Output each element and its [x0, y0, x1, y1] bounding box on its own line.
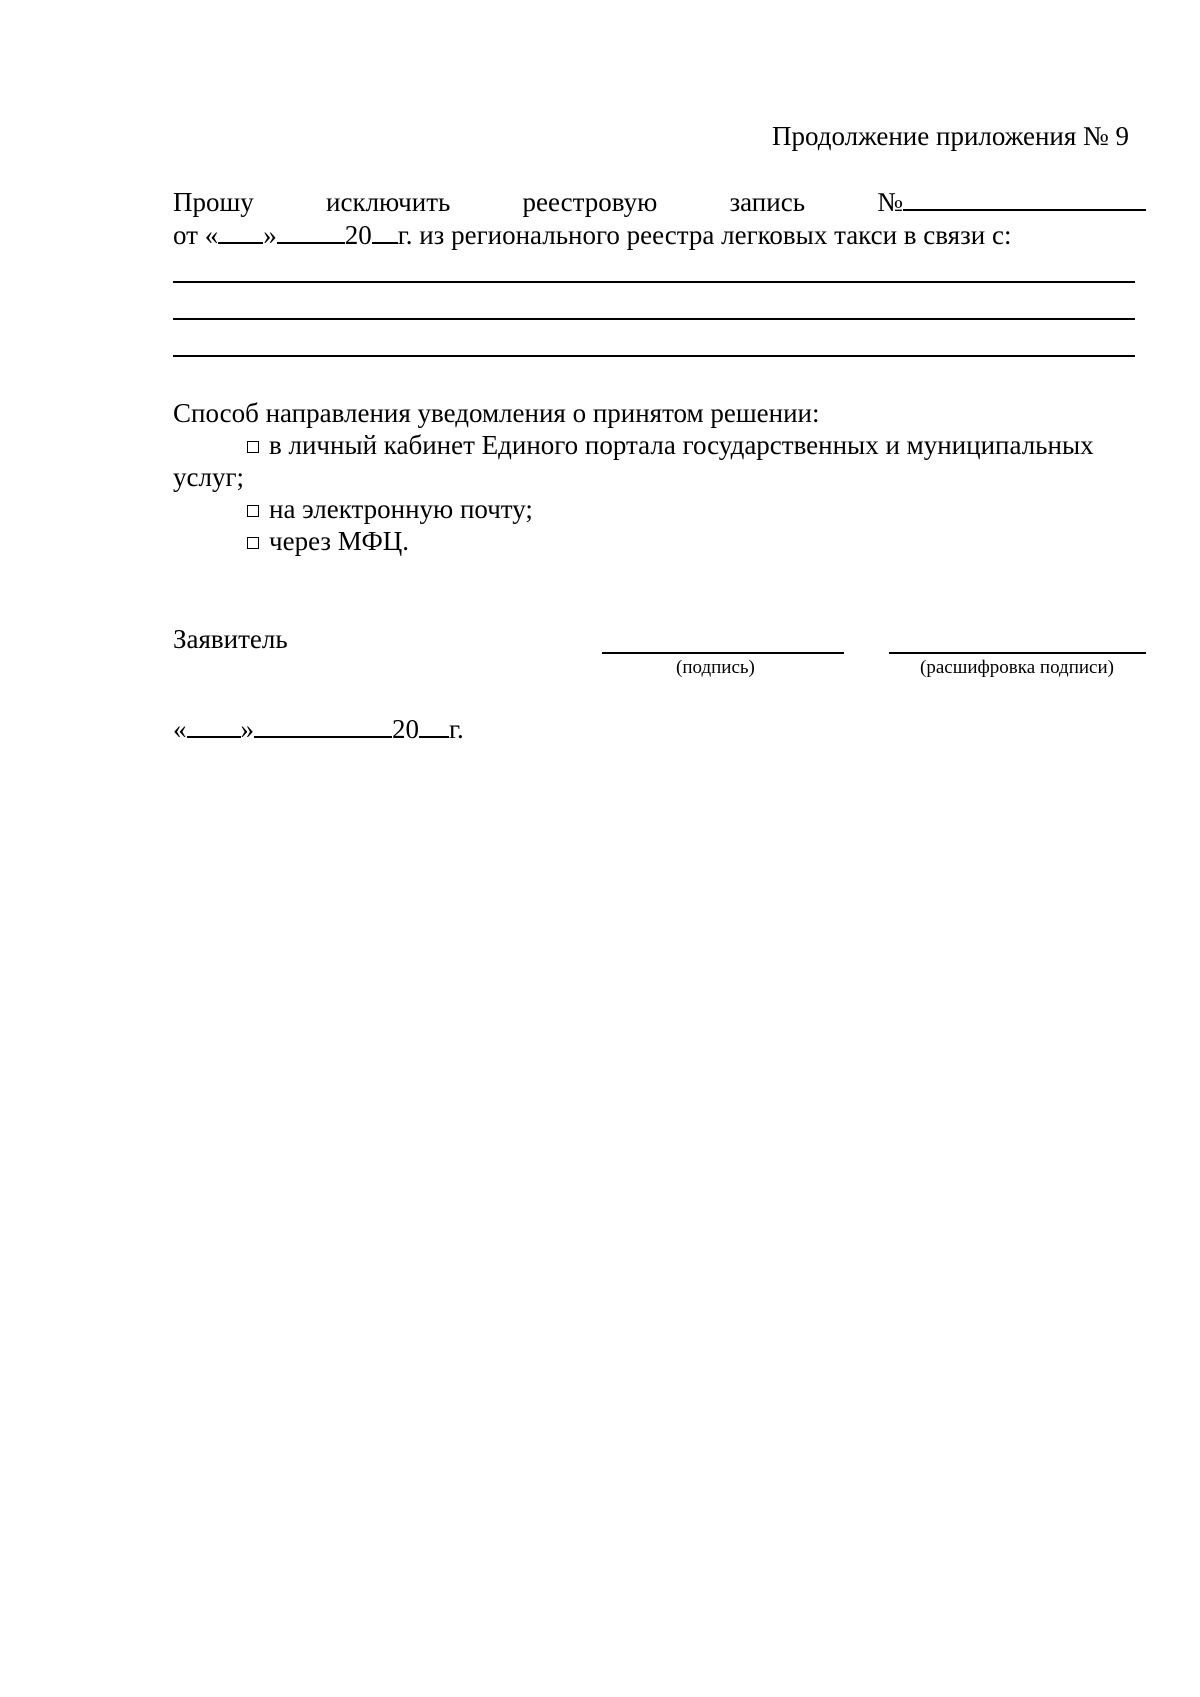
- request-line-2: [173, 219, 1011, 251]
- option-portal: [247, 429, 1146, 461]
- footer-day-blank[interactable]: [187, 714, 241, 738]
- applicant-label: Заявитель: [173, 624, 288, 654]
- number-sign: №: [877, 187, 903, 217]
- footer-year-suffix: г.: [449, 714, 464, 744]
- signature-line[interactable]: [602, 652, 844, 654]
- footer-date-close-quote: »: [240, 714, 254, 744]
- reason-line-2[interactable]: [173, 318, 1135, 320]
- footer-date-open-quote: «: [173, 714, 187, 744]
- checkbox-mfc[interactable]: [247, 537, 259, 549]
- reason-line-3[interactable]: [173, 355, 1135, 357]
- application-date: [173, 713, 464, 745]
- footer-year-blank[interactable]: [419, 714, 449, 738]
- footer-month-blank[interactable]: [254, 714, 392, 738]
- record-number-blank[interactable]: [903, 187, 1146, 211]
- checkbox-portal[interactable]: [247, 441, 259, 453]
- signature-decode-line[interactable]: [889, 652, 1146, 654]
- option-email: [247, 493, 533, 525]
- date-close-quote: »: [263, 220, 277, 250]
- day-blank[interactable]: [218, 220, 263, 244]
- option-portal-continuation: услуг;: [173, 462, 245, 492]
- word-proshu: Прошу: [173, 187, 254, 217]
- signature-caption: (подпись): [676, 657, 755, 678]
- option-mfc-text: через МФЦ.: [269, 526, 410, 556]
- option-portal-text: в личный кабинет Единого портала государственных и муниципальных: [269, 430, 1094, 460]
- request-line-1: [173, 186, 1146, 218]
- option-email-text: на электронную почту;: [269, 494, 533, 524]
- reason-line-1[interactable]: [173, 281, 1135, 283]
- checkbox-email[interactable]: [247, 505, 259, 517]
- word-isklyuchit: исключить: [326, 187, 451, 217]
- word-reestrovuyu: реестровую: [522, 187, 658, 217]
- signature-decode-caption: (расшифровка подписи): [920, 657, 1114, 678]
- month-blank[interactable]: [277, 220, 345, 244]
- date-open-quote: от «: [173, 220, 219, 250]
- year-prefix: 20: [344, 220, 372, 250]
- year-blank[interactable]: [372, 220, 398, 244]
- word-zapis: запись: [729, 187, 806, 217]
- request-tail-text: г. из регионального реестра легковых такси в связи с:: [397, 220, 1012, 250]
- notification-heading: Способ направления уведомления о принятом решении:: [173, 398, 820, 428]
- appendix-continuation-title: Продолжение приложения № 9: [772, 121, 1130, 151]
- footer-year-prefix: 20: [392, 714, 419, 744]
- option-portal-text-wrap: [247, 429, 1094, 461]
- option-mfc: [247, 525, 409, 557]
- record-number-field[interactable]: [877, 186, 1146, 218]
